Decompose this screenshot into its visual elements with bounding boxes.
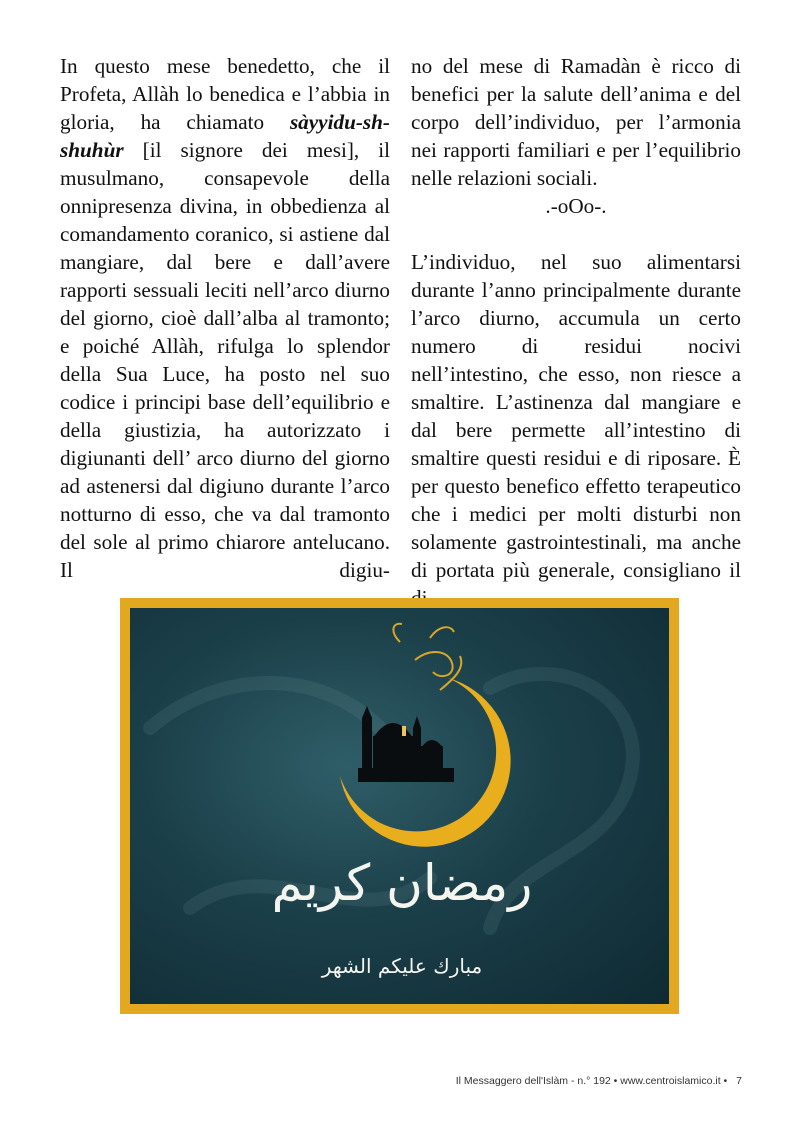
body-paragraph: no del mese di Ramadàn è ricco di benefici per la salute dell’anima e del corpo dell’individuo, per l’armonia nei rapporti familiari e per l’equilibrio nelle relazioni sociali. (411, 54, 741, 190)
ramadan-kareem-calligraphy: رمضان كريم (271, 854, 533, 912)
ramadan-illustration (130, 608, 669, 1004)
paragraph-gap (411, 220, 741, 248)
text-segment: In questo mese benedetto, che il Profeta, Allàh lo benedica e l’abbia in gloria, ha chiamato (60, 54, 390, 134)
arabic-term: sàyyidu-sh-shuhùr (60, 110, 390, 162)
text-segment: [il signore dei mesi], il musulmano, consapevole della onnipresenza divina, in obbedienza al comandamento coranico, si astiene dal mangiare, dal bere e dall’avere rapporti sessuali leciti nell’arco diurno del giorno, cioè dall’alba al tramonto; e poiché Allàh, rifulga lo splendor della Sua Luce, ha posto nel suo codice i principi base dell’equilibrio e della giustizia, ha autorizzato i digiunanti dell’ arco diurno del giorno ad astenersi dal digiuno durante l’arco notturno di esso, che va dal tramonto del sole al primo chiarore antelucano. Il digiu- (60, 138, 390, 582)
publication-info: Il Messaggero dell'Islàm - n.° 192 • www.centroislamico.it • (455, 1075, 728, 1087)
ramadan-image-frame (120, 598, 679, 1014)
mosque-window (402, 726, 406, 736)
mubarak-calligraphy: مبارك عليكم الشهر (321, 954, 483, 978)
ramadan-art-svg (130, 608, 669, 1004)
body-paragraph (60, 52, 390, 584)
section-separator: .-oOo-. (545, 194, 607, 218)
right-text-column (411, 52, 741, 612)
page-footer (456, 1075, 742, 1087)
ornament-swirl-icon (393, 624, 461, 690)
left-text-column (60, 52, 390, 584)
body-paragraph: L’individuo, nel suo alimentarsi durante l’anno principalmente durante l’arco diurno, accumula un certo numero di residui nocivi nell’intestino, che esso, non riesce a smaltire. L’astinenza dal mangiare e dal bere permette all’intestino di smaltire questi residui e di riposare. È per questo benefico effetto terapeutico che i medici per molti disturbi non solamente gastrointestinali, ma anche di portata più generale, consigliano il (411, 250, 741, 582)
page-number: 7 (736, 1075, 742, 1087)
